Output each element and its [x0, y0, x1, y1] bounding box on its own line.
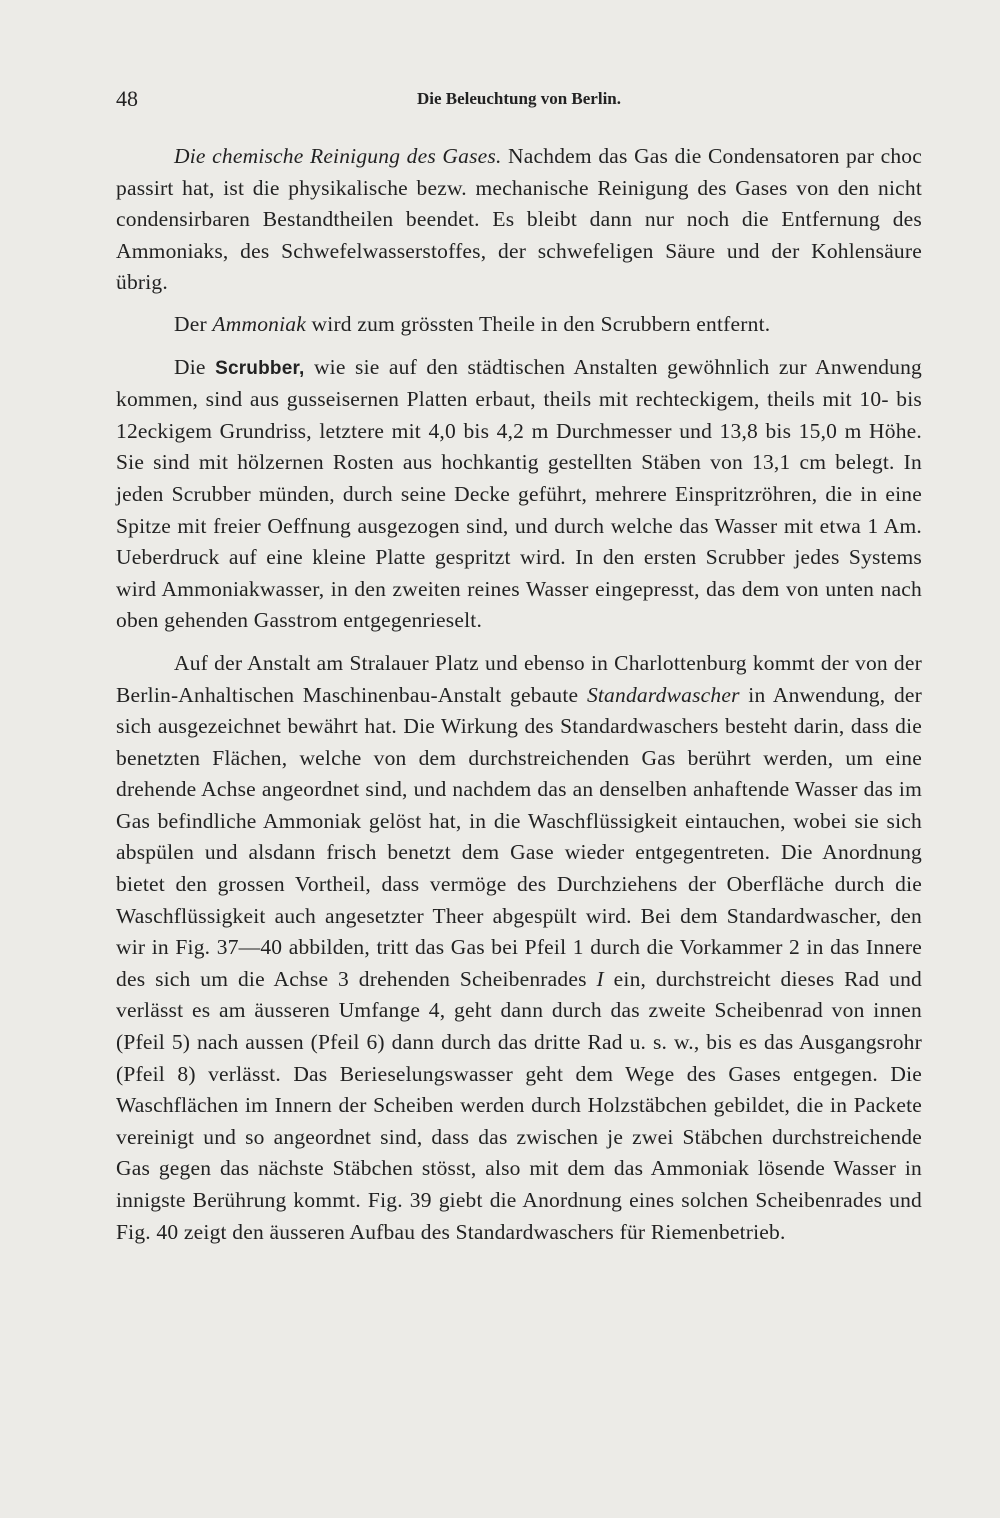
paragraph-standardwascher — [116, 648, 922, 1248]
running-title: Die Beleuchtung von Berlin. — [416, 89, 621, 108]
paragraph-chemical-cleaning — [116, 141, 922, 299]
paragraph-text: wird zum grössten Theile in den Scrubbern entfernt. — [305, 311, 771, 336]
paragraph-text: Nachdem das Gas die Condensatoren par choc passirt hat, ist die physikalische bezw. mechanische Reinigung des Gases von den nicht condensirbaren Bestandtheilen beendet. Es bleibt dann nur noch die Entfernung des Ammoniaks, des Schwefelwasserstoffes, der schwefeligen Säure und der Kohlensäure übrig. — [116, 144, 922, 295]
page-header — [116, 86, 922, 116]
page-body — [116, 141, 922, 1248]
paragraph-text: Der — [174, 311, 213, 336]
page-number: 48 — [116, 86, 138, 111]
section-heading: Die chemische Reinigung des Gases. — [174, 144, 502, 168]
italic-term: Ammoniak — [212, 311, 306, 336]
paragraph-text: wie sie auf den städtischen Anstalten gewöhnlich zur Anwendung kommen, sind aus gusseisernen Platten erbaut, theils mit rechteckigem, theils mit 10- bis 12eckigem Grundriss, letztere mit 4,0 bis 4,2 m Durchmesser und 13,8 bis 15,0 m Höhe. Sie sind mit hölzernen Rosten aus hochkantig gestellten Stäben von 13,1 cm belegt. In jeden Scrubber münden, durch seine Decke geführt, mehrere Einspritzröhren, die in eine Spitze mit freier Oeffnung ausgezogen sind, und durch welche das Wasser mit etwa 1 Am. Ueberdruck auf eine kleine Platte gespritzt wird. In den ersten Scrubber jedes Systems wird Ammoniakwasser, in den zweiten reines Wasser eingepresst, das dem von unten nach oben gehenden Gasstrom entgegenrieselt. — [116, 354, 923, 633]
paragraph-text: Die — [174, 354, 216, 379]
paragraph-text: in Anwendung, der sich ausgezeichnet bewährt hat. Die Wirkung des Standardwaschers besteht darin, dass die benetzten Flächen, welche von dem durchstreichenden Gas berührt werden, um eine drehende Achse angeordnet sind, und nachdem das an denselben anhaftende Wasser das im Gas befindliche Ammoniak gelöst hat, in die Waschflüssigkeit eintauchen, wobei sie sich abspülen und alsdann frisch benetzt dem Gase wieder entgegentreten. Die Anordnung bietet den grossen Vortheil, dass vermöge des Durchziehens der Oberfläche durch die Waschflüssigkeit auch angesetzter Theer abgespült wird. Bei dem Standardwascher, den wir in Fig. 37—40 abbilden, tritt das Gas bei Pfeil 1 durch die Vorkammer 2 in das Innere des sich um die Achse 3 drehenden Scheibenrades — [116, 682, 922, 991]
bold-term: Scrubber, — [215, 357, 305, 379]
paragraph-scrubber — [116, 352, 922, 637]
paragraph-text: ein, durchstreicht dieses Rad und verlässt es am äusseren Umfange 4, geht dann durch das zweite Scheibenrad von innen (Pfeil 5) nach aussen (Pfeil 6) dann durch das dritte Rad u. s. w., bis es das Ausgangsrohr (Pfeil 8) verlässt. Das Berieselungswasser geht dem Wege des Gases entgegen. Die Waschflächen im Innern der Scheiben werden durch Holzstäbchen gebildet, die in Packete vereinigt und so angeordnet sind, dass das zwischen je zwei Stäbchen durchstreichende Gas gegen das nächste Stäbchen stösst, also mit dem das Ammoniak lösende Wasser in innigste Berührung kommt. Fig. 39 giebt die Anordnung eines solchen Scheibenrades und Fig. 40 zeigt den äusseren Aufbau des Standardwaschers für Riemenbetrieb. — [116, 966, 922, 1244]
paragraph-text: Auf der Anstalt am Stralauer Platz und ebenso in Charlottenburg kommt der von der Berlin-Anhaltischen Maschinenbau-Anstalt gebaute — [116, 650, 922, 707]
italic-term: Standardwascher — [586, 682, 740, 707]
italic-term: I — [596, 966, 604, 991]
paragraph-ammonia — [116, 309, 922, 341]
